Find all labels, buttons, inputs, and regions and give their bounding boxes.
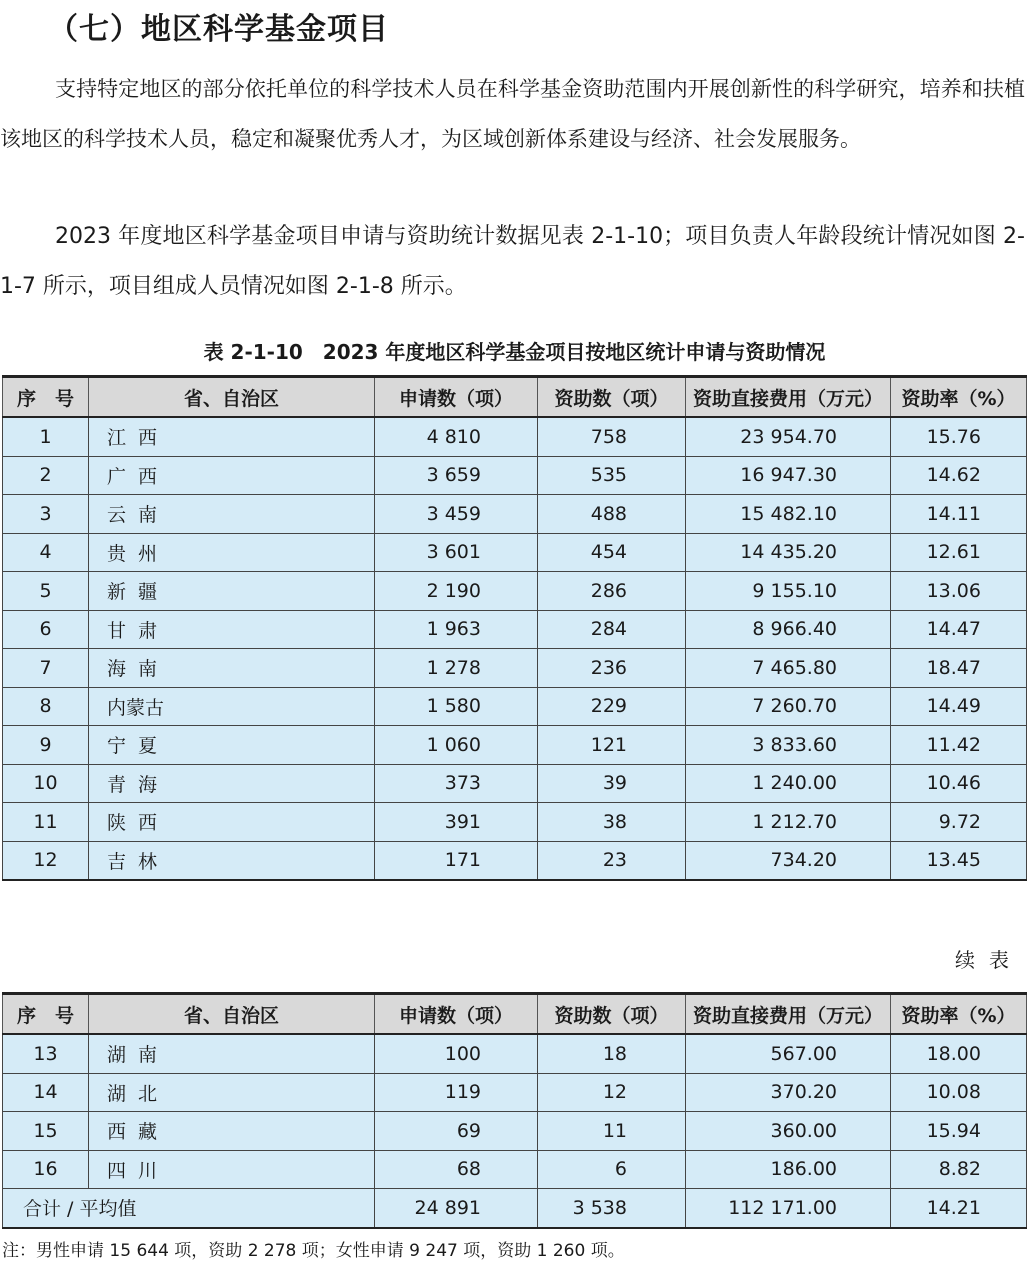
header-funded: 资助数（项） (538, 377, 686, 418)
header-no: 序 号 (3, 377, 89, 418)
cell-funded: 38 (538, 803, 686, 842)
table-row (3, 1034, 1027, 1073)
cell-rate: 11.42 (891, 726, 1027, 765)
cell-region: 四川 (89, 1150, 375, 1189)
cell-region: 云南 (89, 495, 375, 534)
cell-funded: 236 (538, 649, 686, 688)
cell-funded: 488 (538, 495, 686, 534)
cell-rate: 15.76 (891, 417, 1027, 456)
cell-region: 广西 (89, 456, 375, 495)
cell-rate: 10.08 (891, 1073, 1027, 1112)
cell-direct-cost: 186.00 (686, 1150, 891, 1189)
cell-region: 甘肃 (89, 610, 375, 649)
cell-funded: 758 (538, 417, 686, 456)
cell-applications: 1 963 (375, 610, 538, 649)
cell-funded: 121 (538, 726, 686, 765)
cell-no: 12 (3, 841, 89, 880)
cell-funded: 6 (538, 1150, 686, 1189)
cell-region: 陕西 (89, 803, 375, 842)
cell-direct-cost: 7 465.80 (686, 649, 891, 688)
cell-applications: 3 459 (375, 495, 538, 534)
cell-rate: 10.46 (891, 764, 1027, 803)
cell-rate: 18.00 (891, 1034, 1027, 1073)
cell-no: 9 (3, 726, 89, 765)
cell-direct-cost: 23 954.70 (686, 417, 891, 456)
cell-applications: 373 (375, 764, 538, 803)
header-rate: 资助率（%） (891, 994, 1027, 1035)
total-applications: 24 891 (375, 1189, 538, 1228)
header-no: 序 号 (3, 994, 89, 1035)
cell-rate: 12.61 (891, 533, 1027, 572)
total-label: 合计 / 平均值 (3, 1189, 375, 1228)
cell-rate: 15.94 (891, 1112, 1027, 1151)
cell-no: 3 (3, 495, 89, 534)
cell-region: 新疆 (89, 572, 375, 611)
cell-direct-cost: 1 240.00 (686, 764, 891, 803)
cell-applications: 4 810 (375, 417, 538, 456)
cell-direct-cost: 370.20 (686, 1073, 891, 1112)
header-rate: 资助率（%） (891, 377, 1027, 418)
cell-rate: 14.47 (891, 610, 1027, 649)
total-rate: 14.21 (891, 1189, 1027, 1228)
table-row (3, 456, 1027, 495)
header-direct-cost: 资助直接费用（万元） (686, 377, 891, 418)
cell-no: 2 (3, 456, 89, 495)
cell-funded: 229 (538, 687, 686, 726)
table-caption: 表 2-1-10 2023 年度地区科学基金项目按地区统计申请与资助情况 (203, 340, 826, 364)
cell-applications: 68 (375, 1150, 538, 1189)
cell-funded: 18 (538, 1034, 686, 1073)
table-row (3, 1112, 1027, 1151)
table-row (3, 1150, 1027, 1189)
cell-rate: 14.11 (891, 495, 1027, 534)
continued-label: 续表 (955, 948, 1023, 972)
table-row (3, 687, 1027, 726)
cell-direct-cost: 734.20 (686, 841, 891, 880)
cell-direct-cost: 567.00 (686, 1034, 891, 1073)
cell-applications: 1 060 (375, 726, 538, 765)
header-region: 省、自治区 (89, 377, 375, 418)
total-direct-cost: 112 171.00 (686, 1189, 891, 1228)
stats-paragraph: 2023 年度地区科学基金项目申请与资助统计数据见表 2-1-10；项目负责人年龄段统计情况如图 2-1-7 所示，项目组成人员情况如图 2-1-8 所示。 (0, 224, 1025, 299)
header-region: 省、自治区 (89, 994, 375, 1035)
cell-no: 7 (3, 649, 89, 688)
cell-region: 海南 (89, 649, 375, 688)
table-row (3, 610, 1027, 649)
cell-funded: 23 (538, 841, 686, 880)
cell-rate: 13.45 (891, 841, 1027, 880)
table-row (3, 417, 1027, 456)
table-row (3, 841, 1027, 880)
cell-no: 1 (3, 417, 89, 456)
cell-rate: 18.47 (891, 649, 1027, 688)
cell-no: 14 (3, 1073, 89, 1112)
cell-region: 内蒙古 (89, 687, 375, 726)
table-row (3, 803, 1027, 842)
header-applications: 申请数（项） (375, 377, 538, 418)
table-body (3, 1034, 1027, 1228)
cell-no: 8 (3, 687, 89, 726)
table-header-row (3, 377, 1027, 418)
cell-direct-cost: 15 482.10 (686, 495, 891, 534)
cell-funded: 12 (538, 1073, 686, 1112)
cell-direct-cost: 1 212.70 (686, 803, 891, 842)
cell-region: 贵州 (89, 533, 375, 572)
cell-applications: 171 (375, 841, 538, 880)
cell-rate: 14.49 (891, 687, 1027, 726)
table-row (3, 726, 1027, 765)
cell-no: 16 (3, 1150, 89, 1189)
cell-region: 西藏 (89, 1112, 375, 1151)
table-row (3, 649, 1027, 688)
cell-applications: 3 659 (375, 456, 538, 495)
cell-applications: 69 (375, 1112, 538, 1151)
cell-applications: 119 (375, 1073, 538, 1112)
cell-funded: 454 (538, 533, 686, 572)
cell-direct-cost: 3 833.60 (686, 726, 891, 765)
cell-applications: 1 278 (375, 649, 538, 688)
cell-applications: 3 601 (375, 533, 538, 572)
cell-no: 11 (3, 803, 89, 842)
cell-rate: 9.72 (891, 803, 1027, 842)
header-applications: 申请数（项） (375, 994, 538, 1035)
cell-direct-cost: 9 155.10 (686, 572, 891, 611)
cell-direct-cost: 14 435.20 (686, 533, 891, 572)
cell-rate: 8.82 (891, 1150, 1027, 1189)
table-body (3, 417, 1027, 880)
cell-direct-cost: 16 947.30 (686, 456, 891, 495)
table-row (3, 533, 1027, 572)
cell-direct-cost: 360.00 (686, 1112, 891, 1151)
cell-no: 10 (3, 764, 89, 803)
cell-applications: 1 580 (375, 687, 538, 726)
cell-region: 湖南 (89, 1034, 375, 1073)
region-funding-table-continued (2, 992, 1027, 1229)
region-funding-table (2, 375, 1027, 881)
cell-no: 13 (3, 1034, 89, 1073)
cell-region: 青海 (89, 764, 375, 803)
cell-applications: 100 (375, 1034, 538, 1073)
cell-region: 宁夏 (89, 726, 375, 765)
intro-paragraph: 支持特定地区的部分依托单位的科学技术人员在科学基金资助范围内开展创新性的科学研究，培养和扶植该地区的科学技术人员，稳定和凝聚优秀人才，为区域创新体系建设与经济、社会发展服务。 (0, 77, 1025, 151)
section-heading: （七）地区科学基金项目 (48, 12, 389, 47)
cell-region: 江西 (89, 417, 375, 456)
cell-no: 6 (3, 610, 89, 649)
cell-funded: 39 (538, 764, 686, 803)
cell-direct-cost: 7 260.70 (686, 687, 891, 726)
cell-funded: 286 (538, 572, 686, 611)
total-funded: 3 538 (538, 1189, 686, 1228)
header-funded: 资助数（项） (538, 994, 686, 1035)
cell-rate: 14.62 (891, 456, 1027, 495)
cell-applications: 391 (375, 803, 538, 842)
total-row (3, 1189, 1027, 1228)
header-direct-cost: 资助直接费用（万元） (686, 994, 891, 1035)
table-row (3, 572, 1027, 611)
cell-no: 5 (3, 572, 89, 611)
cell-rate: 13.06 (891, 572, 1027, 611)
cell-region: 湖北 (89, 1073, 375, 1112)
table-header-row (3, 994, 1027, 1035)
table-row (3, 495, 1027, 534)
table-row (3, 1073, 1027, 1112)
cell-direct-cost: 8 966.40 (686, 610, 891, 649)
cell-funded: 11 (538, 1112, 686, 1151)
cell-funded: 284 (538, 610, 686, 649)
cell-applications: 2 190 (375, 572, 538, 611)
cell-no: 15 (3, 1112, 89, 1151)
table-row (3, 764, 1027, 803)
cell-region: 吉林 (89, 841, 375, 880)
cell-no: 4 (3, 533, 89, 572)
cell-funded: 535 (538, 456, 686, 495)
table-note: 注：男性申请 15 644 项，资助 2 278 项；女性申请 9 247 项，资助 1 260 项。 (2, 1241, 625, 1261)
